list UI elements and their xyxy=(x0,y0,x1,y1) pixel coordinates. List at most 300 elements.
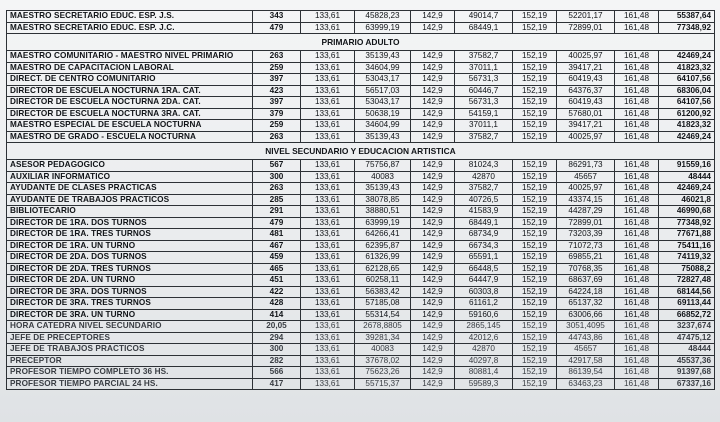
value-cell: 142,9 xyxy=(411,309,455,321)
value-cell: 142,9 xyxy=(411,286,455,298)
value-cell: 50638,19 xyxy=(355,108,411,120)
table-row xyxy=(7,298,715,310)
table-row xyxy=(7,355,715,367)
value-cell: 282 xyxy=(253,355,301,367)
value-cell: 133,61 xyxy=(301,332,355,344)
value-cell: 61161,2 xyxy=(455,298,513,310)
value-cell: 133,61 xyxy=(301,378,355,390)
value-cell: 60258,11 xyxy=(355,275,411,287)
value-cell: 41823,32 xyxy=(659,120,715,132)
value-cell: 142,9 xyxy=(411,229,455,241)
value-cell: 152,19 xyxy=(513,51,557,63)
value-cell: 161,48 xyxy=(615,229,659,241)
value-cell: 53043,17 xyxy=(355,74,411,86)
value-cell: 142,9 xyxy=(411,194,455,206)
table-row xyxy=(7,97,715,109)
value-cell: 479 xyxy=(253,217,301,229)
table-row xyxy=(7,344,715,356)
value-cell: 133,61 xyxy=(301,131,355,143)
value-cell: 64266,41 xyxy=(355,229,411,241)
value-cell: 566 xyxy=(253,367,301,379)
value-cell: 133,61 xyxy=(301,183,355,195)
value-cell: 142,9 xyxy=(411,62,455,74)
value-cell: 64107,56 xyxy=(659,97,715,109)
value-cell: 52201,17 xyxy=(557,11,615,23)
position-name-cell: AYUDANTE DE CLASES PRACTICAS xyxy=(7,183,253,195)
value-cell: 152,19 xyxy=(513,344,557,356)
position-name-cell: DIRECT. DE CENTRO COMUNITARIO xyxy=(7,74,253,86)
value-cell: 74119,32 xyxy=(659,252,715,264)
value-cell: 48444 xyxy=(659,344,715,356)
value-cell: 47475,12 xyxy=(659,332,715,344)
value-cell: 75411,16 xyxy=(659,240,715,252)
value-cell: 66852,72 xyxy=(659,309,715,321)
value-cell: 2678,8805 xyxy=(355,321,411,333)
table-row xyxy=(7,194,715,206)
value-cell: 62128,65 xyxy=(355,263,411,275)
value-cell: 161,48 xyxy=(615,51,659,63)
value-cell: 63999,19 xyxy=(355,22,411,34)
value-cell: 161,48 xyxy=(615,74,659,86)
position-name-cell: DIRECTOR DE 3RA. UN TURNO xyxy=(7,309,253,321)
value-cell: 45657 xyxy=(557,344,615,356)
value-cell: 152,19 xyxy=(513,85,557,97)
value-cell: 133,61 xyxy=(301,97,355,109)
value-cell: 68734,9 xyxy=(455,229,513,241)
table-row xyxy=(7,321,715,333)
value-cell: 133,61 xyxy=(301,252,355,264)
value-cell: 40025,97 xyxy=(557,131,615,143)
value-cell: 3051,4095 xyxy=(557,321,615,333)
value-cell: 65591,1 xyxy=(455,252,513,264)
value-cell: 133,61 xyxy=(301,11,355,23)
value-cell: 161,48 xyxy=(615,206,659,218)
value-cell: 142,9 xyxy=(411,51,455,63)
value-cell: 161,48 xyxy=(615,217,659,229)
value-cell: 62395,87 xyxy=(355,240,411,252)
value-cell: 55715,37 xyxy=(355,378,411,390)
value-cell: 479 xyxy=(253,22,301,34)
value-cell: 161,48 xyxy=(615,298,659,310)
value-cell: 57680,01 xyxy=(557,108,615,120)
value-cell: 91397,68 xyxy=(659,367,715,379)
value-cell: 34604,99 xyxy=(355,120,411,132)
table-row xyxy=(7,229,715,241)
value-cell: 161,48 xyxy=(615,108,659,120)
value-cell: 161,48 xyxy=(615,321,659,333)
value-cell: 39417,21 xyxy=(557,120,615,132)
value-cell: 285 xyxy=(253,194,301,206)
value-cell: 42469,24 xyxy=(659,183,715,195)
value-cell: 77348,92 xyxy=(659,22,715,34)
value-cell: 133,61 xyxy=(301,275,355,287)
value-cell: 161,48 xyxy=(615,11,659,23)
table-row xyxy=(7,367,715,379)
position-name-cell: DIRECTOR DE 2DA. DOS TURNOS xyxy=(7,252,253,264)
value-cell: 63463,23 xyxy=(557,378,615,390)
value-cell: 142,9 xyxy=(411,217,455,229)
value-cell: 77671,88 xyxy=(659,229,715,241)
value-cell: 133,61 xyxy=(301,160,355,172)
value-cell: 161,48 xyxy=(615,378,659,390)
value-cell: 45828,23 xyxy=(355,11,411,23)
value-cell: 68449,1 xyxy=(455,217,513,229)
value-cell: 422 xyxy=(253,286,301,298)
value-cell: 133,61 xyxy=(301,206,355,218)
value-cell: 291 xyxy=(253,206,301,218)
value-cell: 133,61 xyxy=(301,344,355,356)
position-name-cell: MAESTRO DE GRADO - ESCUELA NOCTURNA xyxy=(7,131,253,143)
value-cell: 71072,73 xyxy=(557,240,615,252)
value-cell: 142,9 xyxy=(411,131,455,143)
position-name-cell: DIRECTOR DE ESCUELA NOCTURNA 3RA. CAT. xyxy=(7,108,253,120)
value-cell: 56517,03 xyxy=(355,85,411,97)
position-name-cell: DIRECTOR DE 1RA. UN TURNO xyxy=(7,240,253,252)
value-cell: 40025,97 xyxy=(557,51,615,63)
value-cell: 75623,26 xyxy=(355,367,411,379)
value-cell: 37582,7 xyxy=(455,131,513,143)
value-cell: 42870 xyxy=(455,171,513,183)
value-cell: 379 xyxy=(253,108,301,120)
position-name-cell: ASESOR PEDAGOGICO xyxy=(7,160,253,172)
value-cell: 80881,4 xyxy=(455,367,513,379)
value-cell: 68637,69 xyxy=(557,275,615,287)
value-cell: 300 xyxy=(253,171,301,183)
table-row xyxy=(7,160,715,172)
value-cell: 37011,1 xyxy=(455,62,513,74)
value-cell: 397 xyxy=(253,97,301,109)
value-cell: 133,61 xyxy=(301,229,355,241)
position-name-cell: DIRECTOR DE ESCUELA NOCTURNA 2DA. CAT. xyxy=(7,97,253,109)
position-name-cell: PRECEPTOR xyxy=(7,355,253,367)
value-cell: 142,9 xyxy=(411,321,455,333)
value-cell: 161,48 xyxy=(615,85,659,97)
section-header-row xyxy=(7,143,715,160)
value-cell: 161,48 xyxy=(615,240,659,252)
value-cell: 40083 xyxy=(355,171,411,183)
value-cell: 75088,2 xyxy=(659,263,715,275)
value-cell: 60303,8 xyxy=(455,286,513,298)
table-row xyxy=(7,85,715,97)
value-cell: 152,19 xyxy=(513,275,557,287)
value-cell: 133,61 xyxy=(301,74,355,86)
value-cell: 567 xyxy=(253,160,301,172)
value-cell: 65137,32 xyxy=(557,298,615,310)
value-cell: 152,19 xyxy=(513,355,557,367)
value-cell: 77348,92 xyxy=(659,217,715,229)
position-name-cell: DIRECTOR DE 2DA. UN TURNO xyxy=(7,275,253,287)
value-cell: 414 xyxy=(253,309,301,321)
value-cell: 152,19 xyxy=(513,120,557,132)
value-cell: 69855,21 xyxy=(557,252,615,264)
position-name-cell: DIRECTOR DE ESCUELA NOCTURNA 1RA. CAT. xyxy=(7,85,253,97)
position-name-cell: PROFESOR TIEMPO COMPLETO 36 HS. xyxy=(7,367,253,379)
value-cell: 42469,24 xyxy=(659,131,715,143)
value-cell: 152,19 xyxy=(513,131,557,143)
value-cell: 38078,85 xyxy=(355,194,411,206)
position-name-cell: JEFE DE TRABAJOS PRACTICOS xyxy=(7,344,253,356)
value-cell: 161,48 xyxy=(615,120,659,132)
value-cell: 142,9 xyxy=(411,378,455,390)
value-cell: 152,19 xyxy=(513,367,557,379)
value-cell: 61200,92 xyxy=(659,108,715,120)
value-cell: 55387,64 xyxy=(659,11,715,23)
position-name-cell: AYUDANTE DE TRABAJOS PRACTICOS xyxy=(7,194,253,206)
value-cell: 142,9 xyxy=(411,206,455,218)
value-cell: 91559,16 xyxy=(659,160,715,172)
value-cell: 40025,97 xyxy=(557,183,615,195)
value-cell: 133,61 xyxy=(301,298,355,310)
value-cell: 46021,8 xyxy=(659,194,715,206)
value-cell: 64224,18 xyxy=(557,286,615,298)
value-cell: 142,9 xyxy=(411,183,455,195)
value-cell: 133,61 xyxy=(301,22,355,34)
value-cell: 37582,7 xyxy=(455,51,513,63)
position-name-cell: MAESTRO ESPECIAL DE ESCUELA NOCTURNA xyxy=(7,120,253,132)
value-cell: 64376,37 xyxy=(557,85,615,97)
value-cell: 259 xyxy=(253,62,301,74)
salary-table-body xyxy=(7,11,715,390)
position-name-cell: BIBLIOTECARIO xyxy=(7,206,253,218)
value-cell: 467 xyxy=(253,240,301,252)
value-cell: 428 xyxy=(253,298,301,310)
value-cell: 152,19 xyxy=(513,378,557,390)
position-name-cell: DIRECTOR DE 3RA. TRES TURNOS xyxy=(7,298,253,310)
value-cell: 161,48 xyxy=(615,160,659,172)
value-cell: 161,48 xyxy=(615,309,659,321)
table-row xyxy=(7,62,715,74)
value-cell: 152,19 xyxy=(513,229,557,241)
value-cell: 417 xyxy=(253,378,301,390)
position-name-cell: AUXILIAR INFORMATICO xyxy=(7,171,253,183)
value-cell: 69113,44 xyxy=(659,298,715,310)
value-cell: 66734,3 xyxy=(455,240,513,252)
value-cell: 42012,6 xyxy=(455,332,513,344)
position-name-cell: MAESTRO DE CAPACITACION LABORAL xyxy=(7,62,253,74)
value-cell: 75756,87 xyxy=(355,160,411,172)
table-row xyxy=(7,275,715,287)
value-cell: 142,9 xyxy=(411,108,455,120)
salary-table xyxy=(6,10,715,390)
value-cell: 133,61 xyxy=(301,367,355,379)
table-row xyxy=(7,252,715,264)
value-cell: 72899,01 xyxy=(557,22,615,34)
value-cell: 133,61 xyxy=(301,309,355,321)
position-name-cell: MAESTRO COMUNITARIO - MAESTRO NIVEL PRIMARIO xyxy=(7,51,253,63)
value-cell: 64107,56 xyxy=(659,74,715,86)
value-cell: 142,9 xyxy=(411,85,455,97)
table-row xyxy=(7,171,715,183)
value-cell: 397 xyxy=(253,74,301,86)
value-cell: 142,9 xyxy=(411,275,455,287)
section-title: PRIMARIO ADULTO xyxy=(7,34,715,51)
value-cell: 133,61 xyxy=(301,51,355,63)
value-cell: 142,9 xyxy=(411,171,455,183)
value-cell: 86291,73 xyxy=(557,160,615,172)
value-cell: 56731,3 xyxy=(455,97,513,109)
value-cell: 423 xyxy=(253,85,301,97)
value-cell: 142,9 xyxy=(411,332,455,344)
value-cell: 41823,32 xyxy=(659,62,715,74)
value-cell: 68449,1 xyxy=(455,22,513,34)
value-cell: 42870 xyxy=(455,344,513,356)
value-cell: 2865,145 xyxy=(455,321,513,333)
value-cell: 142,9 xyxy=(411,240,455,252)
position-name-cell: MAESTRO SECRETARIO EDUC. ESP. J.S. xyxy=(7,11,253,23)
position-name-cell: DIRECTOR DE 3RA. DOS TURNOS xyxy=(7,286,253,298)
value-cell: 142,9 xyxy=(411,367,455,379)
position-name-cell: PROFESOR TIEMPO PARCIAL 24 HS. xyxy=(7,378,253,390)
table-row xyxy=(7,286,715,298)
table-row xyxy=(7,217,715,229)
value-cell: 72899,01 xyxy=(557,217,615,229)
value-cell: 59160,6 xyxy=(455,309,513,321)
value-cell: 133,61 xyxy=(301,263,355,275)
value-cell: 43374,15 xyxy=(557,194,615,206)
value-cell: 57185,08 xyxy=(355,298,411,310)
value-cell: 152,19 xyxy=(513,11,557,23)
value-cell: 459 xyxy=(253,252,301,264)
value-cell: 152,19 xyxy=(513,206,557,218)
value-cell: 63006,66 xyxy=(557,309,615,321)
value-cell: 68306,04 xyxy=(659,85,715,97)
value-cell: 152,19 xyxy=(513,240,557,252)
value-cell: 60419,43 xyxy=(557,97,615,109)
table-row xyxy=(7,240,715,252)
value-cell: 133,61 xyxy=(301,62,355,74)
value-cell: 142,9 xyxy=(411,252,455,264)
value-cell: 39281,34 xyxy=(355,332,411,344)
value-cell: 142,9 xyxy=(411,120,455,132)
value-cell: 481 xyxy=(253,229,301,241)
value-cell: 37011,1 xyxy=(455,120,513,132)
value-cell: 133,61 xyxy=(301,321,355,333)
value-cell: 73203,39 xyxy=(557,229,615,241)
value-cell: 161,48 xyxy=(615,263,659,275)
value-cell: 55314,54 xyxy=(355,309,411,321)
position-name-cell: JEFE DE PRECEPTORES xyxy=(7,332,253,344)
value-cell: 133,61 xyxy=(301,194,355,206)
value-cell: 56731,3 xyxy=(455,74,513,86)
position-name-cell: DIRECTOR DE 2DA. TRES TURNOS xyxy=(7,263,253,275)
table-row xyxy=(7,332,715,344)
value-cell: 161,48 xyxy=(615,367,659,379)
value-cell: 72827,48 xyxy=(659,275,715,287)
value-cell: 161,48 xyxy=(615,344,659,356)
value-cell: 35139,43 xyxy=(355,183,411,195)
value-cell: 152,19 xyxy=(513,97,557,109)
table-row xyxy=(7,22,715,34)
value-cell: 56383,42 xyxy=(355,286,411,298)
value-cell: 39417,21 xyxy=(557,62,615,74)
value-cell: 53043,17 xyxy=(355,97,411,109)
value-cell: 161,48 xyxy=(615,22,659,34)
value-cell: 142,9 xyxy=(411,355,455,367)
value-cell: 133,61 xyxy=(301,217,355,229)
value-cell: 45657 xyxy=(557,171,615,183)
table-row xyxy=(7,131,715,143)
table-row xyxy=(7,51,715,63)
value-cell: 142,9 xyxy=(411,74,455,86)
value-cell: 37582,7 xyxy=(455,183,513,195)
table-row xyxy=(7,183,715,195)
value-cell: 161,48 xyxy=(615,194,659,206)
value-cell: 152,19 xyxy=(513,160,557,172)
value-cell: 81024,3 xyxy=(455,160,513,172)
value-cell: 142,9 xyxy=(411,263,455,275)
value-cell: 152,19 xyxy=(513,252,557,264)
table-row xyxy=(7,206,715,218)
value-cell: 161,48 xyxy=(615,355,659,367)
value-cell: 44287,29 xyxy=(557,206,615,218)
value-cell: 142,9 xyxy=(411,97,455,109)
value-cell: 142,9 xyxy=(411,298,455,310)
value-cell: 67337,16 xyxy=(659,378,715,390)
value-cell: 152,19 xyxy=(513,217,557,229)
value-cell: 259 xyxy=(253,120,301,132)
position-name-cell: MAESTRO SECRETARIO EDUC. ESP. J.C. xyxy=(7,22,253,34)
value-cell: 133,61 xyxy=(301,355,355,367)
value-cell: 68144,56 xyxy=(659,286,715,298)
value-cell: 142,9 xyxy=(411,22,455,34)
table-row xyxy=(7,11,715,23)
value-cell: 60419,43 xyxy=(557,74,615,86)
value-cell: 40297,8 xyxy=(455,355,513,367)
value-cell: 152,19 xyxy=(513,263,557,275)
value-cell: 45537,36 xyxy=(659,355,715,367)
value-cell: 133,61 xyxy=(301,85,355,97)
position-name-cell: DIRECTOR DE 1RA. DOS TURNOS xyxy=(7,217,253,229)
value-cell: 64447,9 xyxy=(455,275,513,287)
section-header-row xyxy=(7,34,715,51)
value-cell: 49014,7 xyxy=(455,11,513,23)
value-cell: 86139,54 xyxy=(557,367,615,379)
table-row xyxy=(7,74,715,86)
value-cell: 300 xyxy=(253,344,301,356)
value-cell: 63999,19 xyxy=(355,217,411,229)
value-cell: 38880,51 xyxy=(355,206,411,218)
value-cell: 161,48 xyxy=(615,131,659,143)
value-cell: 152,19 xyxy=(513,286,557,298)
value-cell: 451 xyxy=(253,275,301,287)
value-cell: 133,61 xyxy=(301,108,355,120)
value-cell: 133,61 xyxy=(301,286,355,298)
value-cell: 142,9 xyxy=(411,11,455,23)
value-cell: 142,9 xyxy=(411,160,455,172)
value-cell: 161,48 xyxy=(615,171,659,183)
value-cell: 263 xyxy=(253,183,301,195)
value-cell: 343 xyxy=(253,11,301,23)
position-name-cell: HORA CATEDRA NIVEL SECUNDARIO xyxy=(7,321,253,333)
value-cell: 263 xyxy=(253,131,301,143)
value-cell: 41583,9 xyxy=(455,206,513,218)
value-cell: 161,48 xyxy=(615,252,659,264)
value-cell: 70768,35 xyxy=(557,263,615,275)
value-cell: 161,48 xyxy=(615,332,659,344)
value-cell: 294 xyxy=(253,332,301,344)
value-cell: 152,19 xyxy=(513,309,557,321)
table-row xyxy=(7,263,715,275)
value-cell: 40083 xyxy=(355,344,411,356)
value-cell: 46990,68 xyxy=(659,206,715,218)
value-cell: 161,48 xyxy=(615,62,659,74)
value-cell: 20,05 xyxy=(253,321,301,333)
value-cell: 161,48 xyxy=(615,183,659,195)
value-cell: 44743,86 xyxy=(557,332,615,344)
value-cell: 152,19 xyxy=(513,171,557,183)
value-cell: 133,61 xyxy=(301,171,355,183)
value-cell: 465 xyxy=(253,263,301,275)
